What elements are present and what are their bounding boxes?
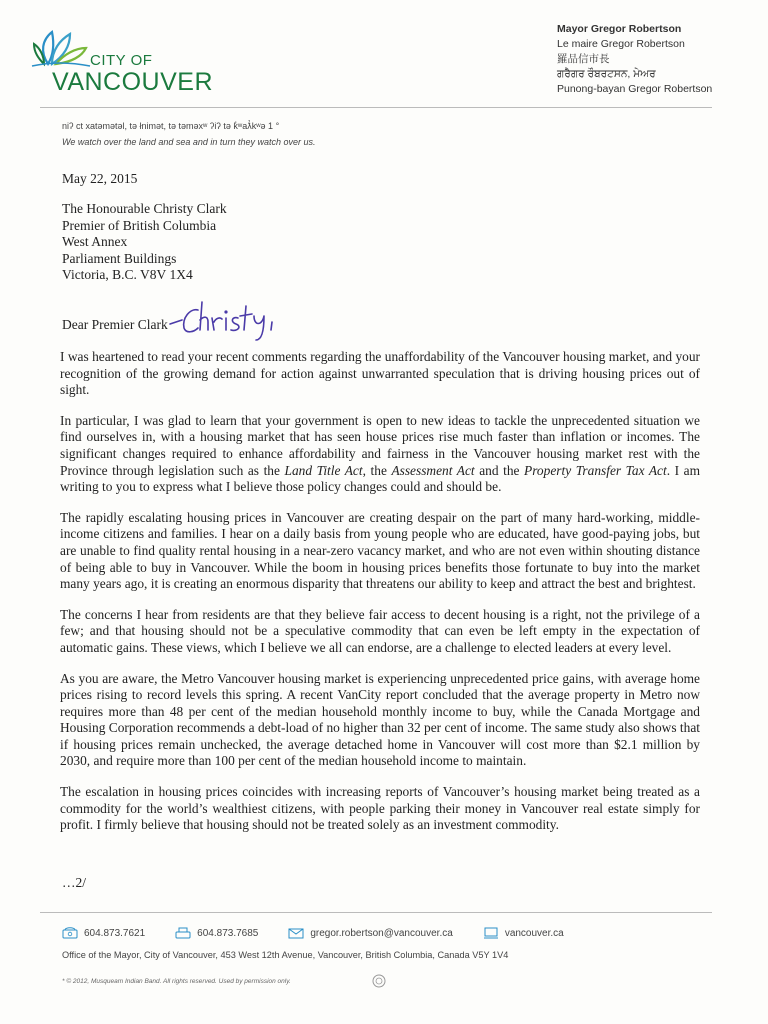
address-line: Premier of British Columbia — [62, 217, 217, 233]
page-continuation: …2/ — [62, 875, 87, 890]
city-logo — [30, 22, 220, 102]
handwritten-christy-signature-icon — [168, 298, 278, 342]
body-paragraph: As you are aware, the Metro Vancouver housing market is experiencing unprecedented price gains, with average home prices rising to record levels this spring. A recent VanCity report concluded that the average property in Metro now requires more than 48 per cent of the median household monthly income to buy, while the Canada Mortgage and Housing Corporation recommends a debt-load of no higher than 32 per cent of income. The same study also shows that if housing prices remain unchecked, the average detached home in Vancouver will cost more than $2.1 million by 2030, and require more than 100 per cent of the median household income to maintain. — [60, 670, 700, 769]
paragraph-text: and the — [474, 462, 525, 478]
footer-web — [483, 927, 564, 939]
copyright-notice: * © 2012, Musqueam Indian Band. All rights reserved. Used by permission only. — [62, 978, 291, 985]
phone-icon — [62, 927, 78, 939]
paragraph-text: , the — [362, 462, 392, 478]
body-paragraph: The rapidly escalating housing prices in Vancouver are creating despair on the part of many hard-working, middle-income citizens and families. I hear on a daily basis from young people who are educated, have good-paying jobs, but are unable to find quality rental housing in a near-zero vacancy market, and who are not even within shouting distance of being able to buy in Vancouver. While the boom in housing prices benefits those fortunate to buy into the market many years ago, it is creating an enormous disparity that threatens our ability to keep and attract the best and brightest. — [60, 509, 700, 592]
web-icon — [483, 927, 499, 939]
body-paragraph: The concerns I hear from residents are that they believe fair access to decent housing is a right, not the privilege of a few; and that housing should not be a speculative commodity that can even be left empty in the expectation of automatic gains. These views, which I believe we all can endorse, are a challenge to elected leaders at every level. — [60, 606, 700, 655]
mayor-title-block — [557, 22, 757, 97]
footer-divider — [40, 912, 712, 913]
letter-date: May 22, 2015 — [62, 171, 138, 186]
mayor-name: Mayor Gregor Robertson — [557, 23, 682, 35]
fax-number[interactable]: 604.873.7685 — [197, 927, 259, 939]
act-name: Assessment Act — [391, 462, 475, 478]
address-line: West Annex — [62, 234, 128, 249]
footer-contacts — [62, 927, 594, 939]
website-link[interactable]: vancouver.ca — [504, 927, 564, 939]
address-line: Parliament Buildings — [62, 250, 177, 266]
mayor-name-filipino: Punong-bayan Gregor Robertson — [557, 83, 713, 95]
address-line: Victoria, B.C. V8V 1X4 — [62, 267, 193, 282]
address-line: The Honourable Christy Clark — [62, 201, 227, 216]
mayor-name-french: Le maire Gregor Robertson — [557, 38, 685, 50]
motto-native: niʔ ct xatəmətəl, tə łnimət, tə təməxʷ ʔiʔ tə k̓ʷaƛ̓kʷə 1 ° — [62, 121, 280, 131]
body-paragraph-acts — [60, 413, 700, 496]
act-name: Property Transfer Tax Act — [524, 462, 667, 478]
musqueam-seal-icon — [372, 974, 386, 988]
header-divider — [40, 107, 712, 108]
body-paragraph: I was heartened to read your recent comments regarding the unaffordability of the Vancouver housing market, and your recognition of the growing demand for action against unwarranted speculation that is driving housing prices out of sight. — [60, 349, 700, 398]
recipient-address — [62, 201, 227, 284]
letter-body — [60, 349, 700, 848]
office-address: Office of the Mayor, City of Vancouver, 453 West 12th Avenue, Vancouver, British Columbia, Canada V5Y 1V4 — [62, 950, 509, 960]
footer-phone — [62, 927, 145, 939]
paragraph-text: In particular, I was glad to learn that your government is open to new ideas to tackle the unprecedented situation we find ourselves in, with a housing market that has seen house prices rise much faster than inflation or incomes. The significant changes required to enhance affordability and fairness in the Vancouver housing market rest with the Province through legislation such as the — [60, 412, 700, 478]
salutation: Dear Premier Clark — [62, 317, 168, 332]
logo-text-city-of: CITY OF — [90, 52, 153, 69]
mayor-name-chinese: 羅品信市長 — [557, 53, 610, 65]
footer-fax — [175, 927, 258, 939]
mayor-name-punjabi: ਗਰੈਗਰ ਰੌਬਰਟਸਨ, ਮੇਅਰ — [557, 68, 656, 80]
fax-icon — [175, 927, 191, 939]
logo-text-vancouver: VANCOUVER — [52, 68, 214, 96]
email-address[interactable]: gregor.robertson@vancouver.ca — [310, 927, 453, 939]
body-paragraph: The escalation in housing prices coincides with increasing reports of Vancouver’s housing market being treated as a commodity for the world’s wealthiest citizens, with people parking their money in Vancouver real estate simply for profit. I firmly believe that housing should not be treated solely as an investment commodity. — [60, 784, 700, 833]
act-name: Land Title Act — [284, 462, 363, 478]
email-icon — [288, 927, 304, 939]
footer-email — [288, 927, 452, 939]
phone-number[interactable]: 604.873.7621 — [84, 927, 146, 939]
paragraph-text: . I am writing to you to express what I believe those policy changes could and should be. — [60, 462, 701, 495]
motto-english: We watch over the land and sea and in turn they watch over us. — [62, 137, 316, 147]
